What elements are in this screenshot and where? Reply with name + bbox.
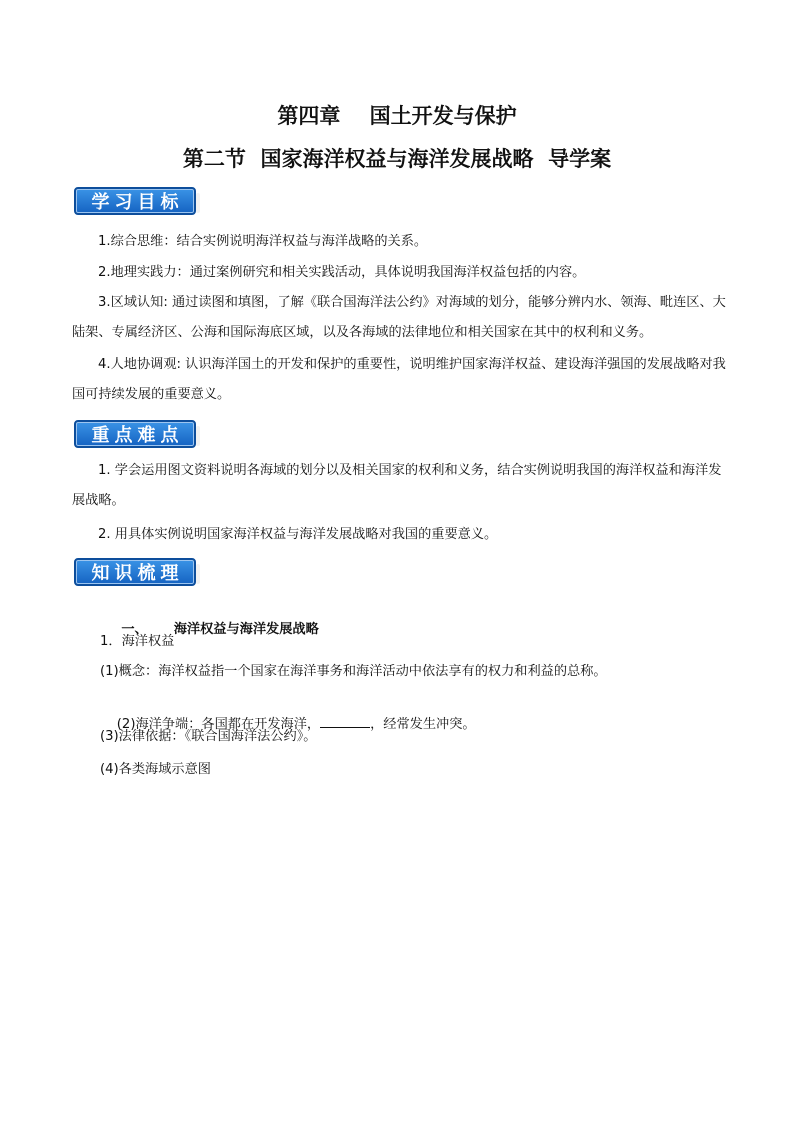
knowledge-badge-label: 知识梳理	[91, 563, 184, 584]
key-points-badge-label: 重点难点	[91, 425, 184, 446]
item-sea-area-diagram: (4)各类海域示意图	[100, 762, 211, 777]
section-heading-text: 海洋权益与海洋发展战略	[173, 622, 319, 637]
fill-in-blank[interactable]	[320, 713, 370, 728]
objectives-badge-label: 学习目标	[91, 192, 184, 213]
objective-item-3: 3.区域认知: 通过读图和填图，了解《联合国海洋法公约》对海域的划分，能够分辨内水、领海、毗连区、大陆架、专属经济区、公海和国际海底区域，以及各海域的法律地位和相关国家在其中的权利和义务。	[72, 295, 726, 340]
chapter-title: 第四章 国土开发与保护	[277, 103, 517, 128]
section-heading-number: 一、	[121, 622, 148, 637]
item-disputes-after: ，经常发生冲突。	[370, 717, 476, 732]
item-concept: (1)概念：海洋权益指一个国家在海洋事务和海洋活动中依法享有的权力和利益的总称。	[100, 664, 607, 679]
objective-item-2: 2.地理实践力：通过案例研究和相关实践活动，具体说明我国海洋权益包括的内容。	[98, 265, 586, 280]
objective-item-1: 1.综合思维：结合实例说明海洋权益与海洋战略的关系。	[98, 234, 428, 249]
key-point-item-1: 1. 学会运用图文资料说明各海域的划分以及相关国家的权利和义务，结合实例说明我国的海洋权益和海洋发展战略。	[72, 463, 722, 508]
section-title: 第二节 国家海洋权益与海洋发展战略 导学案	[182, 146, 612, 171]
key-points-badge	[74, 420, 196, 448]
key-point-item-2: 2. 用具体实例说明国家海洋权益与海洋发展战略对我国的重要意义。	[98, 527, 498, 542]
subheading-maritime-rights: 1．海洋权益	[100, 634, 175, 649]
knowledge-badge	[74, 558, 196, 586]
objective-item-4: 4.人地协调观: 认识海洋国土的开发和保护的重要性，说明维护国家海洋权益、建设海洋强国的发展战略对我国可持续发展的重要意义。	[72, 357, 726, 402]
item-legal-basis: (3)法律依据：《联合国海洋法公约》。	[100, 729, 317, 744]
objectives-badge	[74, 187, 196, 215]
item-disputes-before: (2)海洋争端：各国都在开发海洋，	[116, 717, 321, 732]
